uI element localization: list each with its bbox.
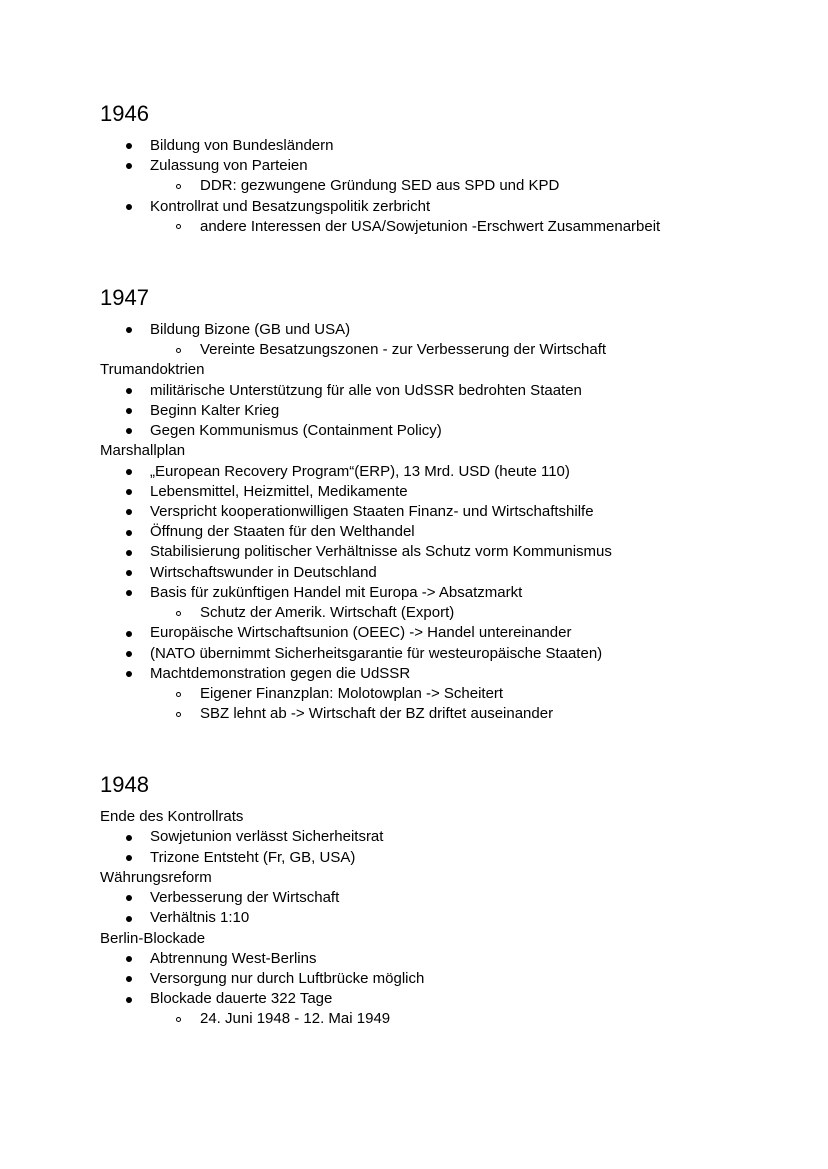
list-item: Trizone Entsteht (Fr, GB, USA) (150, 849, 356, 866)
list-item: Machtdemonstration gegen die UdSSR (150, 665, 411, 682)
bullet-dot-icon (126, 671, 132, 677)
list-subitem: andere Interessen der USA/Sowjetunion -Erschwert Zusammenarbeit (200, 218, 661, 235)
list-item: (NATO übernimmt Sicherheitsgarantie für westeuropäische Staaten) (150, 645, 603, 662)
list-item: Abtrennung West-Berlins (150, 950, 317, 967)
list-item: Sowjetunion verlässt Sicherheitsrat (150, 828, 384, 845)
list-item: Blockade dauerte 322 Tage (150, 990, 333, 1007)
bullet-dot-icon (126, 997, 132, 1003)
list-item: Öffnung der Staaten für den Welthandel (150, 523, 415, 540)
list-item: Verspricht kooperationwilligen Staaten Finanz- und Wirtschaftshilfe (150, 503, 594, 520)
list-item: Lebensmittel, Heizmittel, Medikamente (150, 483, 408, 500)
list-item: Basis für zukünftigen Handel mit Europa -> Absatzmarkt (150, 584, 523, 601)
list-item: Beginn Kalter Krieg (150, 402, 280, 419)
list-item: Bildung Bizone (GB und USA) (150, 321, 351, 338)
bullet-dot-icon (126, 956, 132, 962)
list-subitem: DDR: gezwungene Gründung SED aus SPD und KPD (200, 177, 560, 194)
bullet-circle-icon (176, 348, 181, 353)
bullet-dot-icon (126, 204, 132, 210)
list-item: Versorgung nur durch Luftbrücke möglich (150, 970, 425, 987)
bullet-dot-icon (126, 916, 132, 922)
list-item: militärische Unterstützung für alle von UdSSR bedrohten Staaten (150, 382, 582, 399)
bullet-dot-icon (126, 489, 132, 495)
bullet-dot-icon (126, 590, 132, 596)
list-subitem: SBZ lehnt ab -> Wirtschaft der BZ driftet auseinander (200, 705, 554, 722)
bullet-circle-icon (176, 224, 181, 229)
list-item: Europäische Wirtschaftsunion (OEEC) -> Handel untereinander (150, 624, 572, 641)
bullet-dot-icon (126, 570, 132, 576)
bullet-dot-icon (126, 651, 132, 657)
bullet-dot-icon (126, 388, 132, 394)
section-year-heading: 1947 (100, 285, 149, 310)
list-item: Gegen Kommunismus (Containment Policy) (150, 422, 442, 439)
bullet-dot-icon (126, 631, 132, 637)
bullet-dot-icon (126, 163, 132, 169)
bullet-dot-icon (126, 408, 132, 414)
section-year-heading: 1948 (100, 772, 149, 797)
subheading: Ende des Kontrollrats (100, 808, 244, 825)
list-item: „European Recovery Program“(ERP), 13 Mrd. USD (heute 110) (150, 463, 570, 480)
subheading: Währungsreform (100, 869, 212, 886)
list-subitem: 24. Juni 1948 - 12. Mai 1949 (200, 1010, 391, 1027)
bullet-circle-icon (176, 712, 181, 717)
list-item: Zulassung von Parteien (150, 157, 308, 174)
subheading: Trumandoktrien (100, 361, 205, 378)
list-subitem: Vereinte Besatzungszonen - zur Verbesserung der Wirtschaft (200, 341, 607, 358)
bullet-dot-icon (126, 469, 132, 475)
bullet-dot-icon (126, 855, 132, 861)
bullet-circle-icon (176, 1017, 181, 1022)
subheading: Marshallplan (100, 442, 186, 459)
bullet-dot-icon (126, 835, 132, 841)
bullet-dot-icon (126, 143, 132, 149)
bullet-dot-icon (126, 895, 132, 901)
bullet-dot-icon (126, 550, 132, 556)
list-item: Verbesserung der Wirtschaft (150, 889, 340, 906)
subheading: Berlin-Blockade (100, 930, 206, 947)
list-item: Verhältnis 1:10 (150, 909, 250, 926)
list-subitem: Eigener Finanzplan: Molotowplan -> Scheitert (200, 685, 504, 702)
section-year-heading: 1946 (100, 101, 149, 126)
bullet-dot-icon (126, 530, 132, 536)
list-item: Bildung von Bundesländern (150, 137, 334, 154)
bullet-dot-icon (126, 976, 132, 982)
bullet-dot-icon (126, 327, 132, 333)
bullet-circle-icon (176, 692, 181, 697)
bullet-dot-icon (126, 428, 132, 434)
bullet-dot-icon (126, 509, 132, 515)
list-item: Stabilisierung politischer Verhältnisse als Schutz vorm Kommunismus (150, 543, 612, 560)
list-item: Wirtschaftswunder in Deutschland (150, 564, 377, 581)
list-item: Kontrollrat und Besatzungspolitik zerbricht (150, 198, 431, 215)
bullet-circle-icon (176, 611, 181, 616)
bullet-circle-icon (176, 184, 181, 189)
list-subitem: Schutz der Amerik. Wirtschaft (Export) (200, 604, 455, 621)
